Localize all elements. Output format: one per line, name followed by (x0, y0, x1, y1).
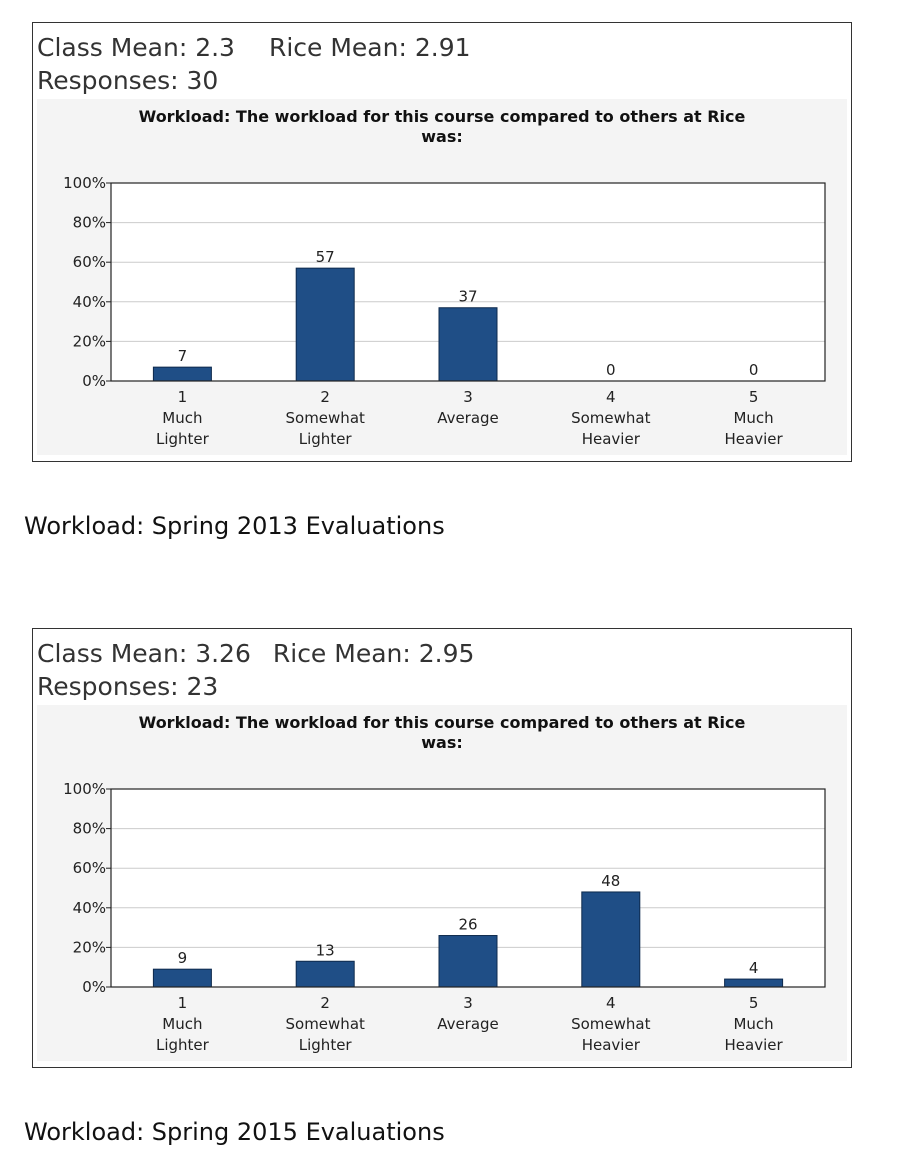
x-tick-label: Much (733, 409, 774, 427)
class-mean-label: Class Mean: 2.3 (37, 33, 235, 62)
workload-bar-chart (37, 705, 847, 1061)
x-tick-label: 3 (463, 994, 473, 1012)
x-tick-label: Somewhat (571, 1015, 651, 1033)
evaluation-panel-2013 (32, 22, 852, 462)
x-tick-label: Much (162, 1015, 203, 1033)
y-tick-label: 60% (72, 859, 106, 878)
rice-mean-label: Rice Mean: 2.95 (272, 639, 475, 668)
data-label: 37 (458, 287, 478, 306)
evaluation-panel-2015 (32, 628, 852, 1068)
y-tick-label: 40% (72, 898, 106, 917)
x-tick-label: 3 (463, 388, 473, 406)
data-label: 26 (458, 915, 478, 934)
bar (582, 892, 640, 987)
x-tick-label: Somewhat (285, 409, 365, 427)
x-tick-label: Heavier (581, 1036, 640, 1054)
x-tick-label: 4 (606, 388, 616, 406)
bar (296, 268, 354, 381)
y-tick-label: 100% (63, 174, 106, 192)
chart-title: Workload: The workload for this course compared to others at Rice (138, 713, 746, 732)
workload-bar-chart (37, 99, 847, 455)
class-mean-label: Class Mean: 3.26 (37, 639, 251, 668)
x-tick-label: Somewhat (571, 409, 651, 427)
bar (439, 936, 497, 987)
x-tick-label: Average (437, 1015, 499, 1033)
x-tick-label: Lighter (155, 1036, 209, 1054)
data-label: 4 (748, 959, 759, 978)
data-label: 0 (606, 361, 616, 379)
x-tick-label: Lighter (298, 430, 352, 448)
data-label: 13 (315, 941, 335, 960)
x-tick-label: Lighter (155, 430, 209, 448)
x-tick-label: Somewhat (285, 1015, 365, 1033)
chart-area (37, 99, 847, 455)
bar (153, 367, 211, 381)
chart-title: was: (421, 127, 463, 146)
y-tick-label: 40% (72, 292, 106, 311)
data-label: 9 (177, 949, 188, 968)
x-tick-label: 4 (606, 994, 616, 1012)
y-tick-label: 20% (72, 332, 106, 351)
data-label: 7 (177, 347, 188, 366)
rice-mean-label: Rice Mean: 2.91 (268, 33, 471, 62)
x-tick-label: Heavier (724, 430, 783, 448)
summary-stats (37, 637, 474, 703)
y-tick-label: 80% (72, 819, 106, 838)
chart-title: was: (421, 733, 463, 752)
x-tick-label: 2 (320, 994, 330, 1012)
data-label: 57 (315, 248, 335, 267)
x-tick-label: Heavier (581, 430, 640, 448)
responses-label: Responses: 23 (37, 672, 219, 701)
x-tick-label: Heavier (724, 1036, 783, 1054)
y-tick-label: 0% (82, 372, 106, 390)
bar (725, 979, 783, 987)
bar (153, 969, 211, 987)
summary-stats (37, 31, 471, 97)
chart-area (37, 705, 847, 1061)
x-tick-label: Average (437, 409, 499, 427)
data-label: 48 (601, 871, 621, 890)
x-tick-label: 1 (177, 388, 188, 406)
x-tick-label: 5 (748, 388, 759, 406)
y-tick-label: 0% (82, 978, 106, 996)
x-tick-label: 2 (320, 388, 330, 406)
data-label: 0 (748, 361, 759, 379)
x-tick-label: 5 (748, 994, 759, 1012)
chart-caption: Workload: Spring 2015 Evaluations (24, 1118, 445, 1146)
x-tick-label: 1 (177, 994, 188, 1012)
bar (296, 961, 354, 987)
x-tick-label: Much (733, 1015, 774, 1033)
chart-title: Workload: The workload for this course compared to others at Rice (138, 107, 746, 126)
y-tick-label: 80% (72, 213, 106, 232)
responses-label: Responses: 30 (37, 66, 219, 95)
x-tick-label: Lighter (298, 1036, 352, 1054)
bar (439, 308, 497, 381)
chart-caption: Workload: Spring 2013 Evaluations (24, 512, 445, 540)
y-tick-label: 60% (72, 253, 106, 272)
x-tick-label: Much (162, 409, 203, 427)
y-tick-label: 20% (72, 938, 106, 957)
y-tick-label: 100% (63, 780, 106, 798)
